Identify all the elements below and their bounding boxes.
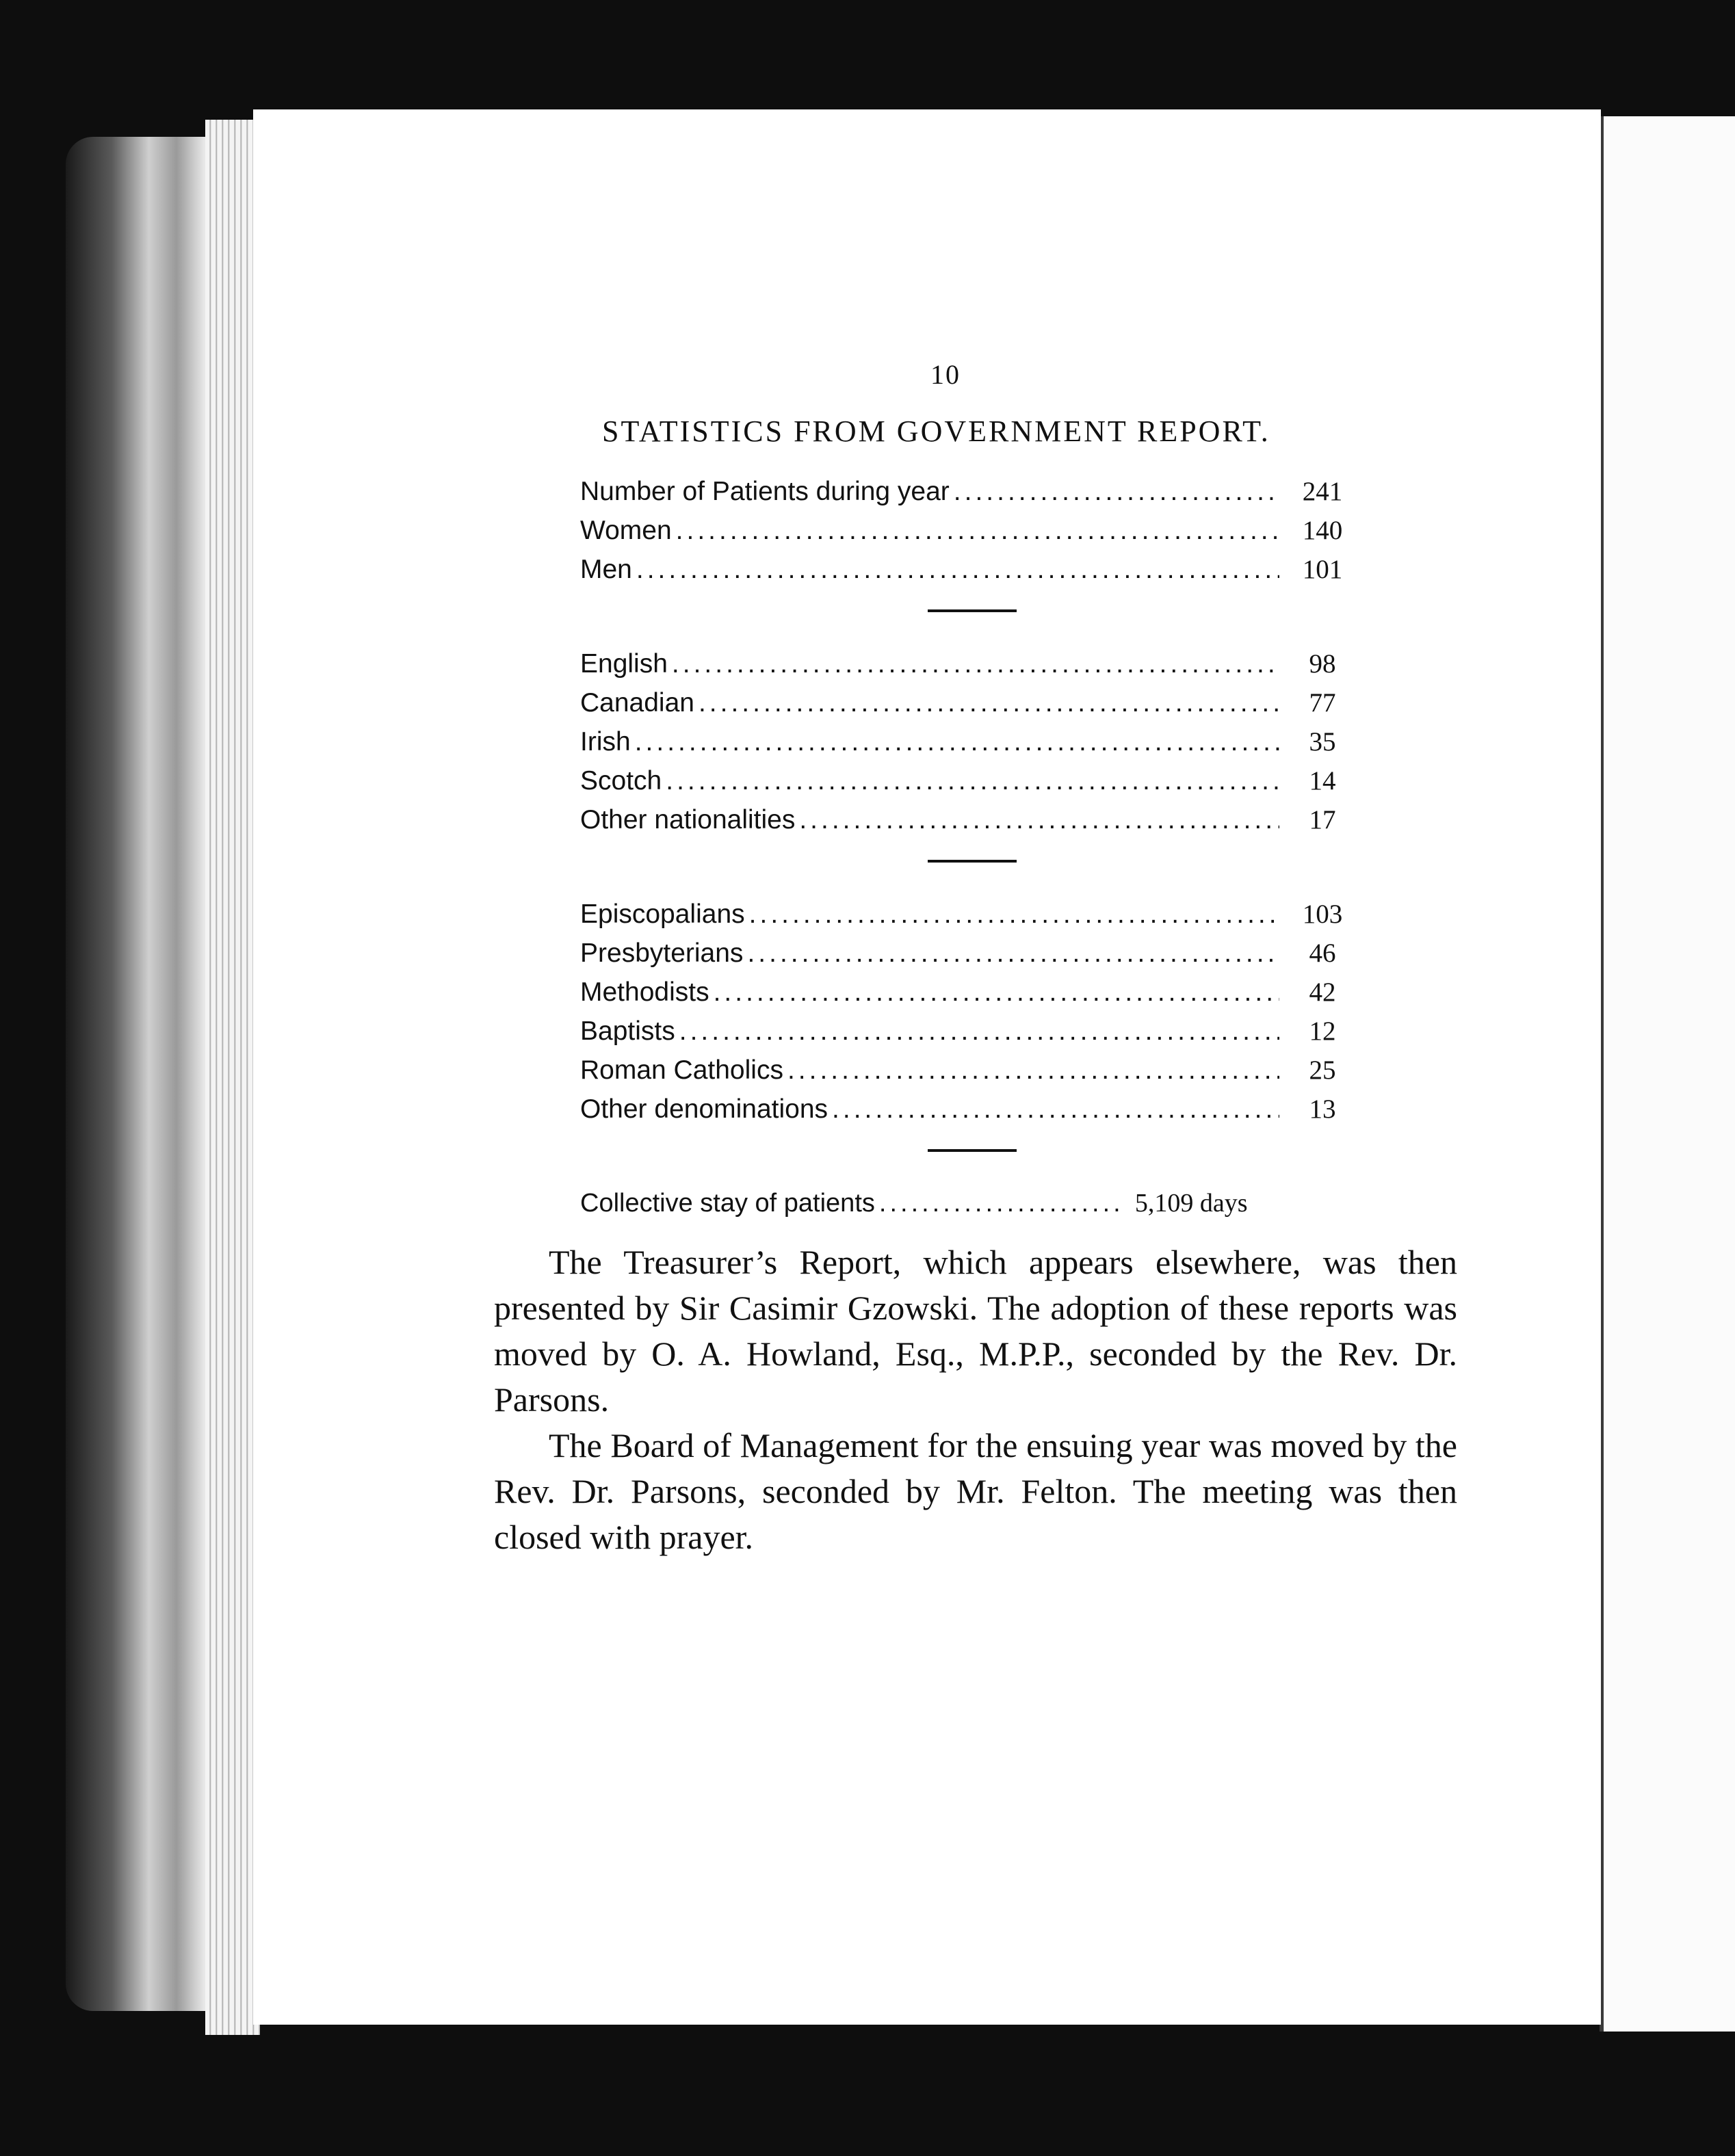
stat-label: Canadian	[580, 688, 694, 718]
page-stack-edges	[205, 120, 260, 2035]
stat-label: Episcopalians	[580, 899, 745, 929]
stat-label: Number of Patients during year	[580, 477, 950, 506]
dot-leader	[635, 722, 1279, 761]
stat-row	[580, 934, 1360, 973]
stat-label: Presbyterians	[580, 938, 744, 968]
dot-leader	[879, 1184, 1125, 1223]
stat-value: 42	[1309, 977, 1336, 1007]
dot-leader	[787, 1051, 1279, 1090]
stat-value: 17	[1309, 805, 1336, 834]
stat-label: Baptists	[580, 1016, 675, 1046]
stat-value: 140	[1302, 516, 1343, 545]
stat-row	[580, 1051, 1360, 1090]
stat-row	[580, 550, 1360, 589]
stat-row	[580, 644, 1360, 683]
stat-row	[580, 895, 1360, 934]
collective-label: Collective stay of patients	[580, 1189, 875, 1218]
dot-leader	[747, 934, 1279, 973]
stat-value: 46	[1309, 938, 1336, 968]
stat-value: 25	[1309, 1055, 1336, 1085]
dot-leader	[832, 1090, 1279, 1129]
statistics-table	[580, 472, 1360, 1223]
dot-leader	[666, 761, 1279, 800]
dot-leader	[679, 1012, 1279, 1051]
stat-label: Irish	[580, 727, 631, 757]
stat-label: English	[580, 649, 668, 679]
stat-label: Other nationalities	[580, 805, 796, 834]
stat-label: Women	[580, 516, 672, 545]
dot-leader	[676, 511, 1279, 550]
denominations-group	[580, 895, 1360, 1129]
dot-leader	[714, 973, 1279, 1012]
paragraph: The Board of Management for the ensuing year was moved by the Rev. Dr. Parsons, seconded by Mr. Felton. The meeting was then closed with prayer.	[494, 1426, 1457, 1556]
section-divider	[928, 1149, 1017, 1152]
stat-row	[580, 472, 1360, 511]
dot-leader	[799, 800, 1279, 839]
stat-value: 241	[1302, 477, 1343, 506]
stat-row	[580, 1090, 1360, 1129]
stat-value: 13	[1309, 1094, 1336, 1124]
dot-leader	[749, 895, 1279, 934]
stat-value: 14	[1309, 766, 1336, 796]
section-divider	[928, 609, 1017, 612]
patients-group	[580, 472, 1360, 589]
page-heading: STATISTICS FROM GOVERNMENT REPORT.	[602, 415, 1270, 448]
stat-label: Scotch	[580, 766, 662, 796]
stat-row	[580, 511, 1360, 550]
stat-row	[580, 761, 1360, 800]
stat-row	[580, 1012, 1360, 1051]
paragraph: The Treasurer’s Report, which appears elsewhere, was then presented by Sir Casimir Gzowski. The adoption of these reports was moved by O. A. Howland, Esq., M.P.P., seconded by the Rev. Dr. Parsons.	[494, 1243, 1457, 1419]
dot-leader	[672, 644, 1279, 683]
dot-leader	[699, 683, 1279, 722]
stat-label: Men	[580, 555, 632, 584]
stat-row	[580, 683, 1360, 722]
facing-page-edge	[1600, 116, 1735, 2032]
section-divider	[928, 860, 1017, 863]
stat-row	[580, 800, 1360, 839]
stat-label: Other denominations	[580, 1094, 829, 1124]
dot-leader	[954, 472, 1279, 511]
body-text	[494, 1239, 1457, 1560]
collective-stay-row	[580, 1184, 1360, 1223]
stat-row	[580, 973, 1360, 1012]
stat-value: 101	[1302, 555, 1343, 584]
stat-label: Roman Catholics	[580, 1055, 783, 1085]
dot-leader	[636, 550, 1279, 589]
stat-value: 98	[1309, 649, 1336, 679]
stat-value: 12	[1309, 1016, 1336, 1046]
collective-value: 5,109 days	[1134, 1189, 1248, 1218]
stat-value: 77	[1309, 688, 1336, 718]
nationalities-group	[580, 644, 1360, 839]
stat-value: 103	[1302, 899, 1343, 929]
stat-label: Methodists	[580, 977, 709, 1007]
stat-value: 35	[1309, 727, 1336, 757]
stat-row	[580, 722, 1360, 761]
page-number: 10	[930, 359, 961, 390]
